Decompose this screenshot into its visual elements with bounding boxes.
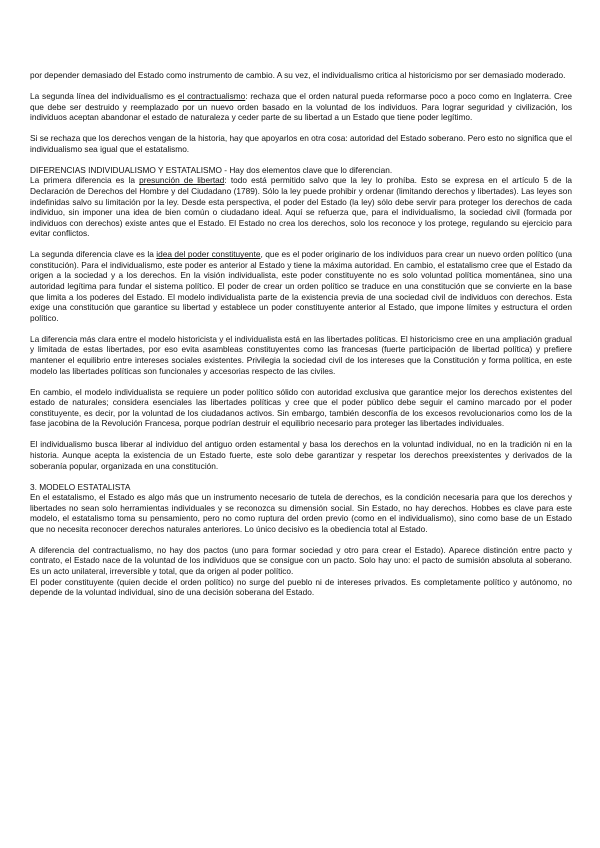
paragraph-3: Si se rechaza que los derechos vengan de la historia, hay que apoyarlos en otra cosa: autoridad del Estado soberano. Pero esto no significa que el individualismo sea igual que el estatalismo. (30, 133, 572, 154)
text-span: , que es el poder originario de los individuos para crear un nuevo orden político (una constitución). Para el individualismo, este poder es anterior al Estado y tiene la máxima autoridad. En cambio, el estatalismo cree que el Estado da origen a la sociedad y a los derechos. En la visión individualista, este poder constituyente no es solo voluntad política momentánea, sino una autoridad legítima para fundar el sistema político. El poder de crear un orden político se traduce en una constitución que se convierte en la base que limita a los poderes del Estado. El modelo individualista parte de la existencia previa de una sociedad civil de individuos con derechos. Esta exige una constitución que garantice su libertad y establece un poder constituyente anterior al Estado, que impone límites y estructura el orden político. (30, 249, 572, 323)
text-span: : todo está permitido salvo que la ley lo prohíba. Esto se expresa en el artículo 5 de la Declaración de Derechos del Hombre y del Ciudadano (1789). Sólo la ley puede prohibir y ordenar (limitando derechos y libertades). Las leyes son indefinidas salvo su limitación por la ley. Desde esta perspectiva, el poder del Estado (la ley) sólo debe servir para proteger los derechos de cada individuo, sin imponer una idea de bien común o ciudadano ideal. Aquí se refuerza que, para el individualismo, la sociedad civil (formada por individuos con derechos) existe antes que el Estado. El Estado no crea los derechos, solo los reconoce y los protege, regulando su ejercicio para evitar conflictos. (30, 175, 573, 239)
paragraph-11: El poder constituyente (quien decide el orden político) no surge del pueblo ni de intereses privados. Es completamente político y autónomo, no depende de la voluntad individual, sino de una decisión soberana del Estado. (30, 576, 572, 598)
paragraph-1: por depender demasiado del Estado como instrumento de cambio. A su vez, el individualismo critica al historicismo por ser demasiado moderado. (30, 70, 566, 80)
paragraph-7: En cambio, el modelo individualista se requiere un poder político sólido con autoridad exclusiva que garantice mejor los derechos existentes del estado de naturales; considera esenciales las libertades políticas y cree que el poder público debe seguir el camino marcado por el poder constituyente, es decir, por la voluntad de los ciudadanos activos. Sin embargo, también desconfía de los excesos revolucionarios como los de la fase jacobina de la Revolución Francesa, porque podrían destruir el equilibrio necesario para proteger las libertades individuales. (30, 386, 572, 429)
text-span: La primera diferencia es la (30, 175, 140, 186)
text-span: La segunda línea del individualismo es (30, 90, 178, 101)
text-span: La segunda diferencia clave es la (30, 249, 157, 260)
paragraph-8: El individualismo busca liberar al individuo del antiguo orden estamental y basa los derechos en la voluntad individual, no en la tradición ni en la historia. Aunque acepta la existencia de un Estado fuerte, este solo debe garantizar y respetar los derechos preexistentes y derivados de la soberanía popular, organizada en una constitución. (30, 439, 572, 471)
paragraph-poder-constituyente (30, 249, 572, 323)
underlined-term-contractualismo: el contractualismo (177, 90, 246, 101)
paragraph-contractualismo (30, 91, 572, 123)
text-span: : rechaza que el orden natural pueda reformarse poco a poco como en Inglaterra. Cree que debe ser destruido y reemplazado por un nuevo orden basado en la voluntad de los individuos. Para lograr seguridad y civilización, los individuos aceptan abandonar el estado de naturaleza y ceder parte de su libertad a un Estado que tiene poder legítimo. (30, 90, 572, 123)
paragraph-presuncion-libertad (30, 175, 572, 239)
document-body (30, 70, 572, 608)
heading-modelo-estatalista: 3. MODELO ESTATALISTA (30, 481, 131, 492)
paragraph-10: A diferencia del contractualismo, no hay dos pactos (uno para formar sociedad y otro para crear el Estado). Aparece distinción entre pacto y contrato, el Estado nace de la voluntad de los individuos que se consigue con un pacto. Solo hay uno: el pacto de sumisión absoluta al soberano. Es un acto unilateral, irreversible y total, que da origen al poder político. (30, 544, 572, 577)
section-heading-diferencias: DIFERENCIAS INDIVIDUALISMO Y ESTATALISMO - Hay dos elementos clave que lo diferencian. (30, 164, 393, 175)
underlined-term-poder-constituyente: idea del poder constituyente (156, 249, 261, 260)
paragraph-6: La diferencia más clara entre el modelo historicista y el individualista está en las libertades políticas. El historicismo cree en una ampliación gradual y limitada de estas libertades, por eso evita asambleas constituyentes como las francesas (fuerte participación de libertad política) y prefiere mantener el equilibrio entre intereses sociales existentes. Privilegia la sociedad civil de los intereses que la Constitución y forma política, en este modelo las libertades políticas son funcionales y accesorias respecto de las civiles. (30, 333, 572, 376)
underlined-term-presuncion: presunción de libertad (139, 175, 225, 186)
paragraph-9: En el estatalismo, el Estado es algo más que un instrumento necesario de tutela de derechos, es la condición necesaria para que los derechos y libertades no sean solo herramientas individuales y se reconozca su dimensión social. Sin Estado, no hay derechos. Hobbes es clave para este modelo, el estatalismo toma su pensamiento, pero no como ruptura del orden previo (como en el individualismo), sino como base de un Estado que no necesita reconocer derechos naturales anteriores. Lo único decisivo es la obediencia total al Estado. (30, 492, 572, 534)
